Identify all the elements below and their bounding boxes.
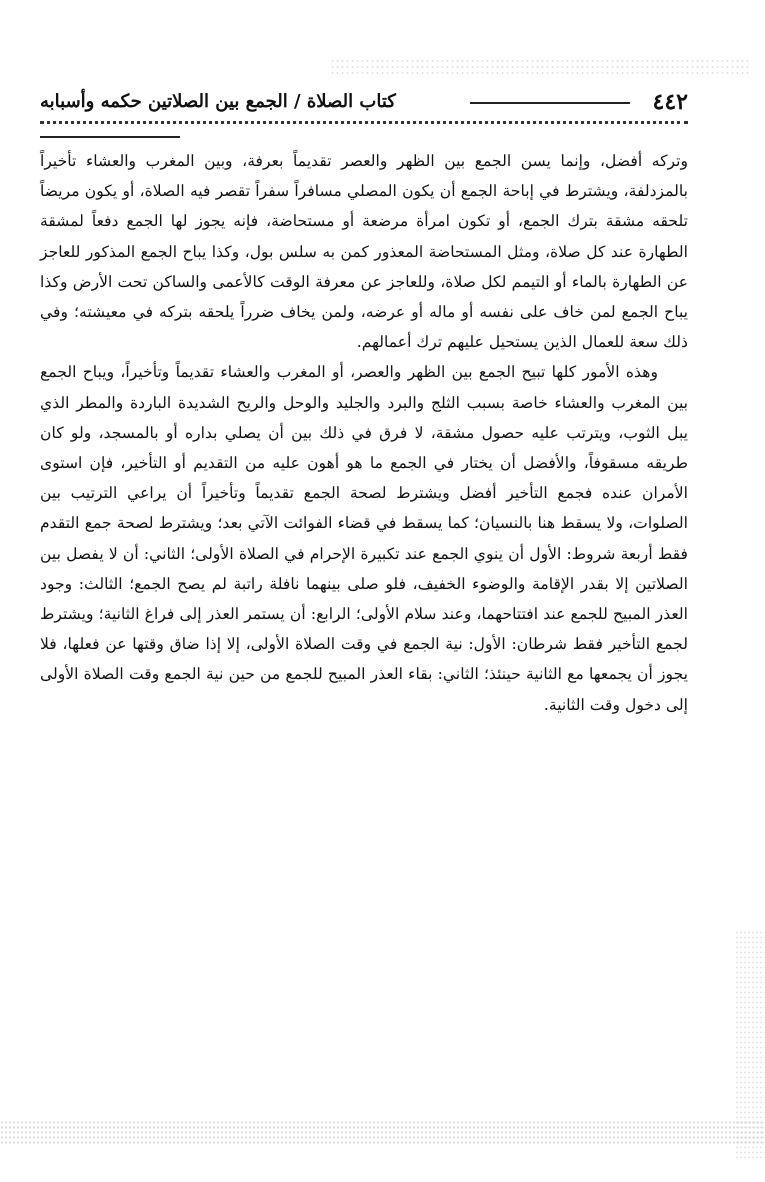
page-header (40, 88, 688, 118)
scan-artifact-edge (735, 930, 765, 1160)
header-short-rule (40, 136, 180, 138)
header-dotted-divider (40, 121, 688, 134)
running-title: كتاب الصلاة / الجمع بين الصلاتين حكمه وأسبابه (40, 91, 396, 112)
paragraph: وهذه الأمور كلها تبيح الجمع بين الظهر والعصر، أو المغرب والعشاء تقديماً وتأخيراً، ويباح الجمع بين المغرب والعشاء خاصة بسبب الثلج والبرد والجليد والوحل والريح الشديدة الباردة والمطر الذي يبل الثوب، ويترتب عليه حصول مشقة، لا فرق في ذلك بين أن يصلي بداره أو بالمسجد، ولو كان طريقه مسقوفاً، والأفضل أن يختار في الجمع ما هو أهون عليه من التقديم أو التأخير، فإن استوى الأمران عنده فجمع التأخير أفضل ويشترط لصحة الجمع تقديماً وتأخيراً أن يراعي الترتيب بين الصلوات، ولا يسقط هنا بالنسيان؛ كما يسقط في قضاء الفوائت الآتي بعد؛ ويشترط لصحة جمع التقدم فقط أربعة شروط: الأول أن ينوي الجمع عند تكبيرة الإحرام في الصلاة الأولى؛ الثاني: أن لا يفصل بين الصلاتين إلا بقدر الإقامة والوضوء الخفيف، فلو صلى بينهما نافلة راتبة لم يصح الجمع؛ الثالث: وجود العذر المبيح للجمع عند افتتاحهما، وعند سلام الأولى؛ الرابع: أن يستمر العذر إلى فراغ الثانية؛ ويشترط لجمع التأخير فقط شرطان: الأول: نية الجمع في وقت الصلاة الأولى، إلا إذا ضاق وقتها عن فعلها، فلا يجوز أن يجمعها مع الثانية حينئذ؛ الثاني: بقاء العذر المبيح للجمع من حين نية الجمع وقت الصلاة الأولى إلى دخول وقت الثانية. (40, 363, 688, 714)
scan-artifact-bottom (0, 1120, 765, 1144)
paragraph: وتركه أفضل، وإنما يسن الجمع بين الظهر والعصر تقديماً بعرفة، وبين المغرب والعشاء تأخيراً بالمزدلفة، ويشترط في إباحة الجمع أن يكون المصلي مسافراً سفراً تقصر فيه الصلاة، أو يكون مريضاً تلحقه مشقة بترك الجمع، أو تكون امرأة مرضعة أو مستحاضة، فإنه يجوز لها الجمع دفعاً لمشقة الطهارة عند كل صلاة، ومثل المستحاضة المعذور كمن به سلس بول، وكذا يباح الجمع المذكور للعاجز عن الطهارة بالماء أو التيمم لكل صلاة، وللعاجز عن معرفة الوقت كالأعمى والساكن تحت الأرض وكذا يباح الجمع لمن خاف على نفسه أو ماله أو عرضه، ولمن يخاف ضرراً يلحقه بتركه في معيشته؛ وفي ذلك سعة للعمال الذين يستحيل عليهم ترك أعمالهم. (40, 152, 688, 352)
page-number: ٤٤٢ (652, 89, 688, 115)
scan-artifact-top (330, 58, 750, 78)
header-rule (470, 102, 630, 104)
body-text (40, 146, 688, 720)
